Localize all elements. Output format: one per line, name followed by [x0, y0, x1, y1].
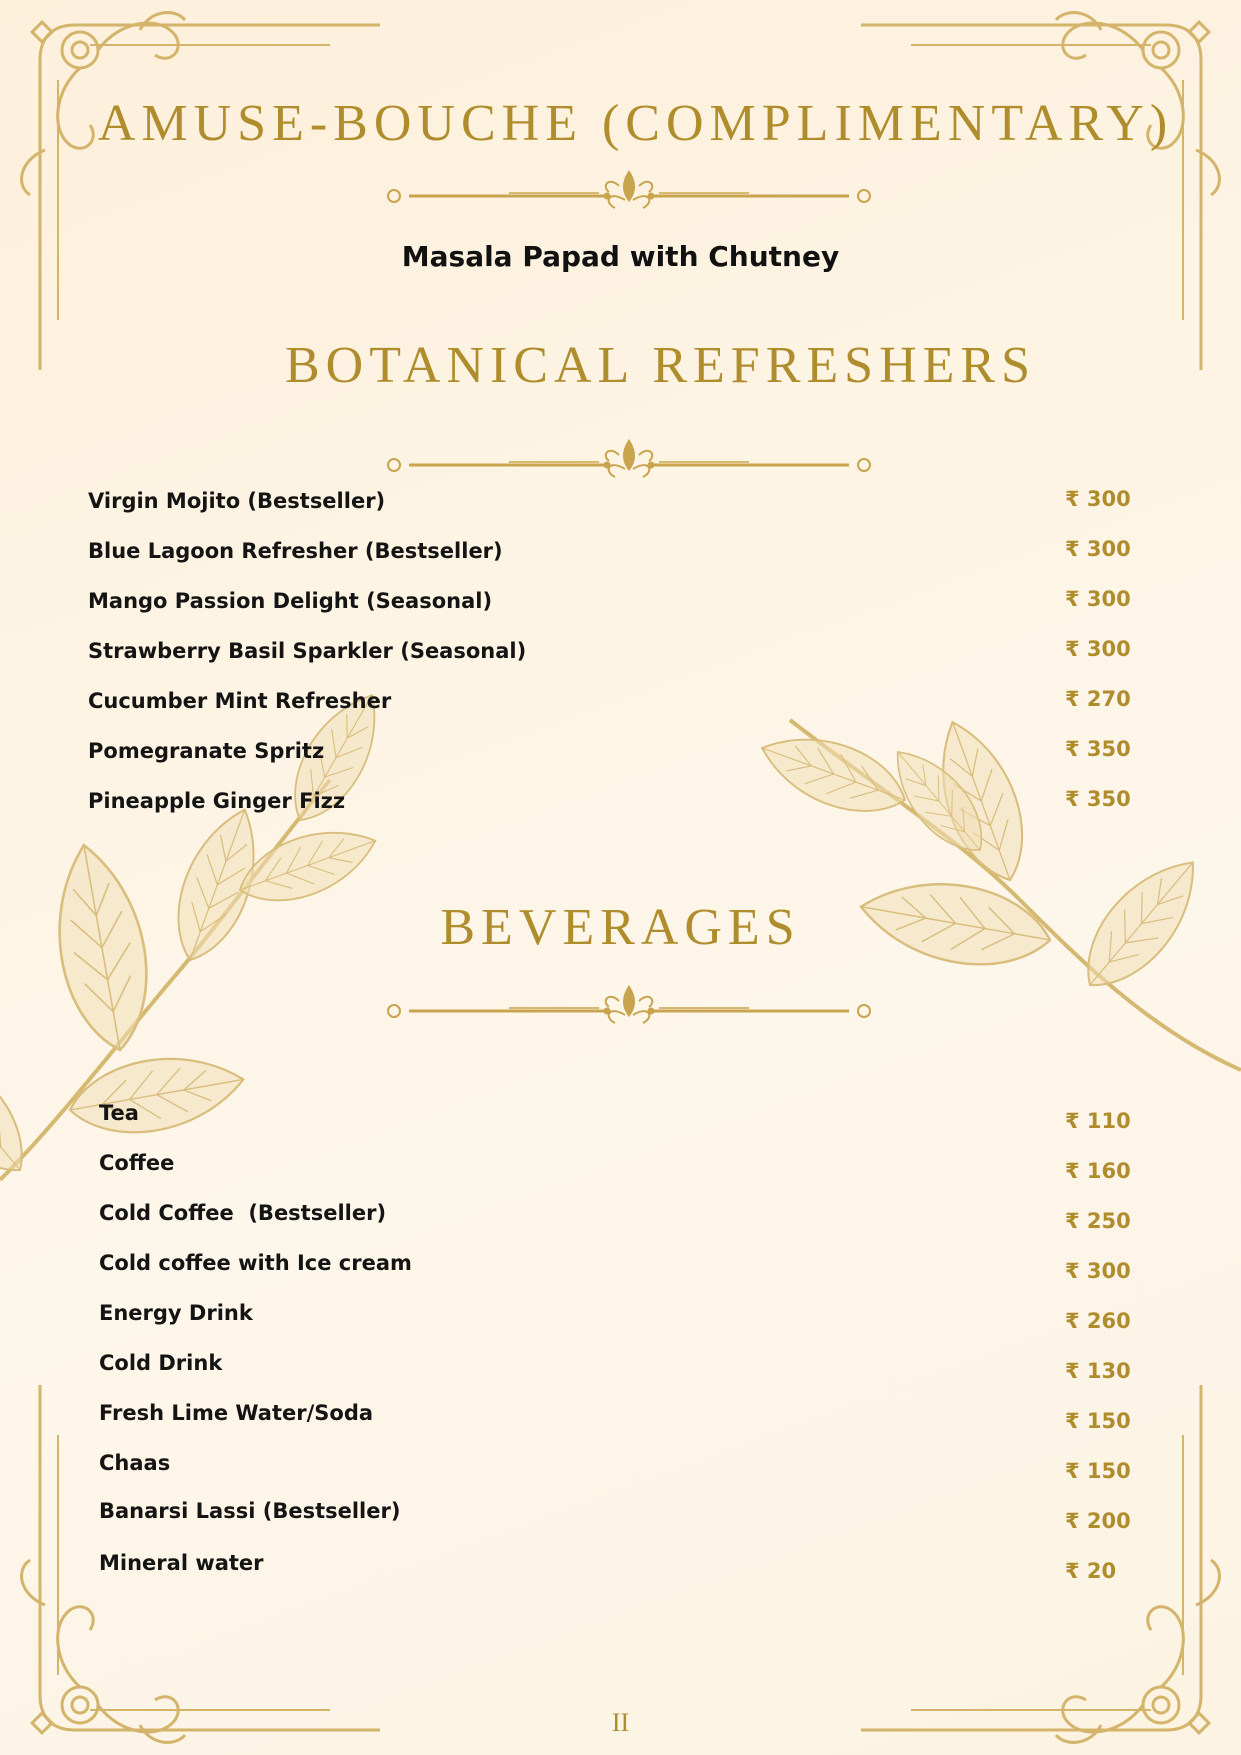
- menu-item-price: ₹ 300: [1065, 637, 1131, 661]
- menu-item-name: Pineapple Ginger Fizz: [88, 789, 346, 813]
- menu-item-price: ₹ 130: [1065, 1359, 1131, 1383]
- menu-item-price: ₹ 150: [1065, 1459, 1131, 1483]
- menu-item-name: Fresh Lime Water/Soda: [99, 1401, 374, 1425]
- menu-item-price: ₹ 20: [1065, 1559, 1117, 1583]
- menu-item-price: ₹ 350: [1065, 737, 1131, 761]
- menu-item-name: Mineral water: [99, 1551, 264, 1575]
- menu-item-name: Tea: [99, 1101, 139, 1125]
- menu-item-name: Virgin Mojito (Bestseller): [88, 489, 386, 513]
- beverages-title: BEVERAGES: [440, 899, 801, 956]
- menu-item-name: Chaas: [99, 1451, 171, 1475]
- menu-item-name: Blue Lagoon Refresher (Bestseller): [88, 539, 503, 563]
- amuse-bouche-item: Masala Papad with Chutney: [401, 240, 840, 273]
- menu-item-price: ₹ 110: [1065, 1109, 1131, 1133]
- menu-item-name: Energy Drink: [99, 1301, 253, 1325]
- menu-item-name: Cold coffee with Ice cream: [99, 1251, 412, 1275]
- menu-item-price: ₹ 150: [1065, 1409, 1131, 1433]
- menu-item-name: Cold Coffee (Bestseller): [99, 1201, 387, 1225]
- amuse-bouche-title: AMUSE-BOUCHE (COMPLIMENTARY): [97, 95, 1174, 152]
- menu-item-price: ₹ 300: [1065, 537, 1131, 561]
- menu-item-name: Mango Passion Delight (Seasonal): [88, 589, 493, 613]
- menu-item-price: ₹ 270: [1065, 687, 1131, 711]
- menu-item-price: ₹ 260: [1065, 1309, 1131, 1333]
- menu-item-name: Cucumber Mint Refresher: [88, 689, 392, 713]
- menu-item-price: ₹ 250: [1065, 1209, 1131, 1233]
- menu-item-name: Strawberry Basil Sparkler (Seasonal): [88, 639, 527, 663]
- page-number: II: [611, 1708, 630, 1737]
- menu-item-price: ₹ 300: [1065, 1259, 1131, 1283]
- menu-item-price: ₹ 200: [1065, 1509, 1131, 1533]
- menu-item-price: ₹ 160: [1065, 1159, 1131, 1183]
- menu-item-price: ₹ 300: [1065, 487, 1131, 511]
- botanical-refreshers-title: BOTANICAL REFRESHERS: [285, 337, 1036, 394]
- menu-item-name: Coffee: [99, 1151, 175, 1175]
- menu-item-price: ₹ 300: [1065, 587, 1131, 611]
- menu-item-name: Pomegranate Spritz: [88, 739, 325, 763]
- menu-item-name: Cold Drink: [99, 1351, 223, 1375]
- menu-item-name: Banarsi Lassi (Bestseller): [99, 1499, 401, 1523]
- menu-item-price: ₹ 350: [1065, 787, 1131, 811]
